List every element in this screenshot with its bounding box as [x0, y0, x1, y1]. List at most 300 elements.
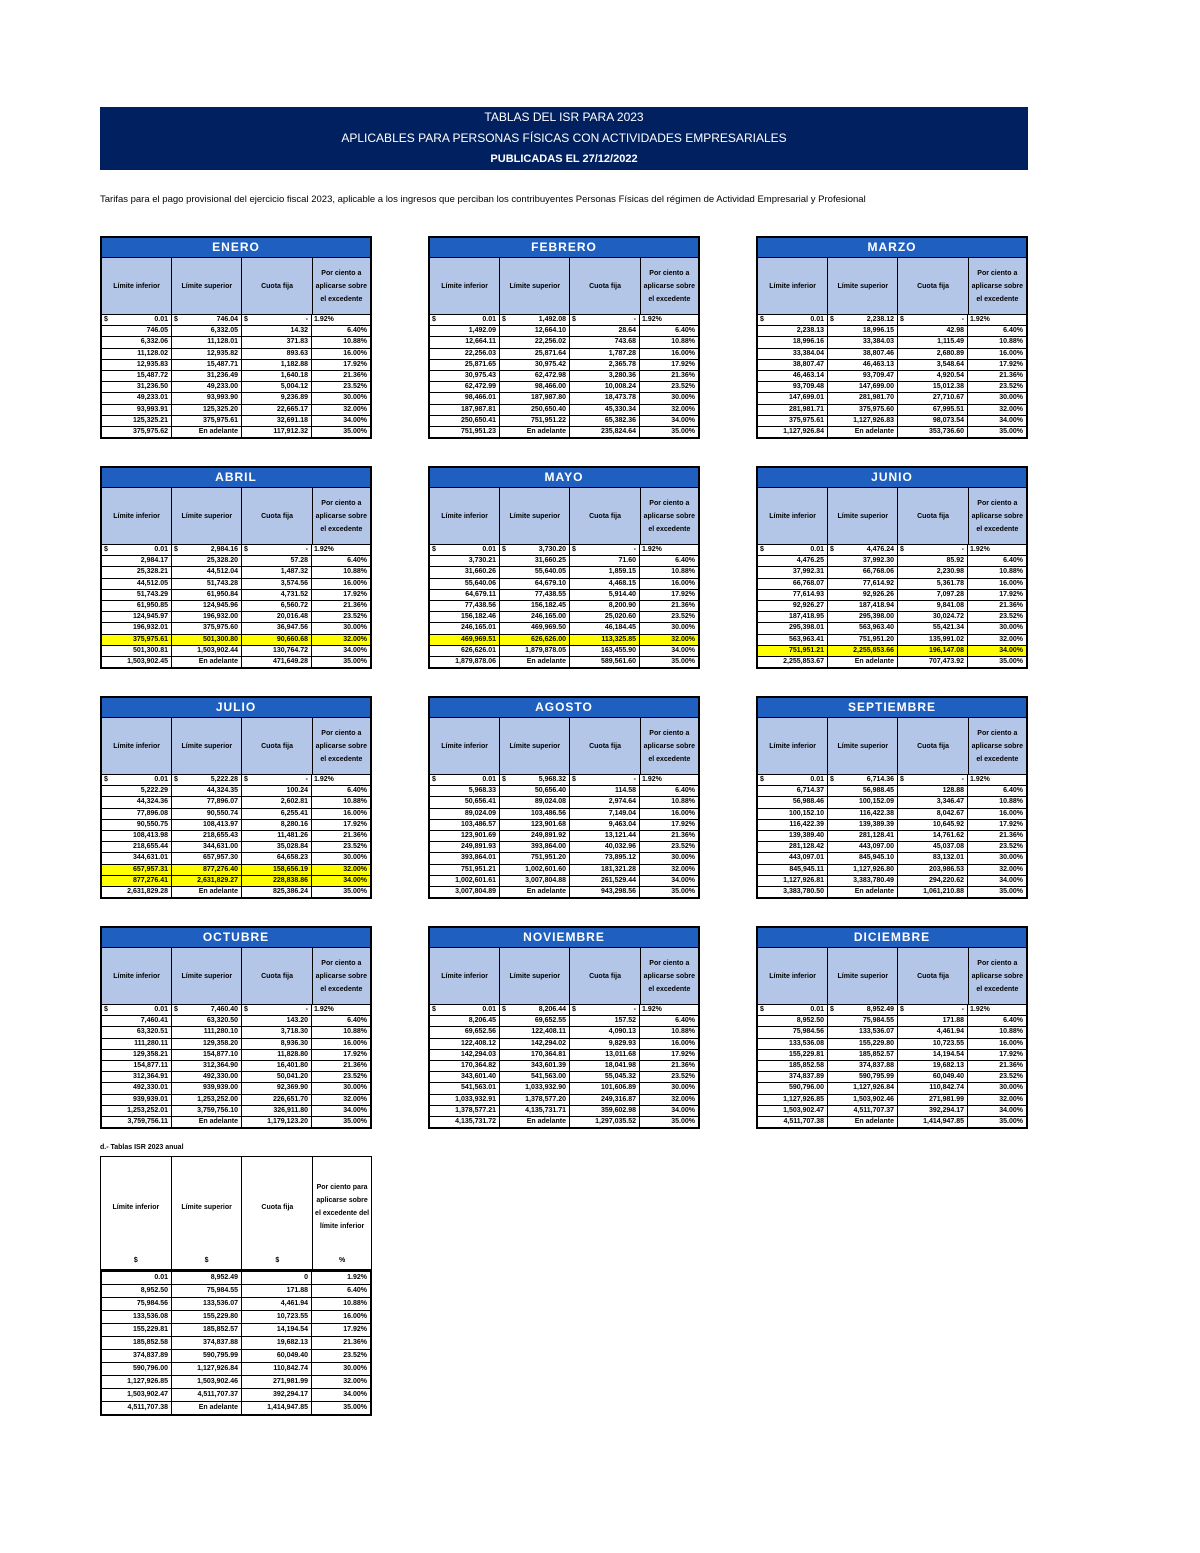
- table-cell: 46,463.14: [758, 371, 828, 381]
- table-cell: 155,229.81: [758, 1050, 828, 1060]
- table-cell: [430, 315, 500, 325]
- table-row: [758, 337, 1026, 348]
- table-cell: 203,986.53: [898, 865, 968, 875]
- table-cell: 32.00%: [671, 635, 695, 643]
- cell-value: 0.01: [482, 546, 496, 553]
- table-cell: [242, 775, 312, 785]
- table-cell: 2,230.98: [898, 567, 968, 577]
- column-header: Límite superior: [500, 718, 570, 774]
- table-cell: 2,255,853.67: [758, 657, 828, 667]
- table-cell: [898, 545, 968, 555]
- table-cell: 626,626.00: [500, 635, 570, 645]
- table-cell: 1,414,947.85: [898, 1117, 968, 1127]
- table-cell: [758, 545, 828, 555]
- table-cell: 16.00%: [999, 349, 1023, 357]
- cell-value: -: [961, 546, 964, 553]
- table-cell: 261,529.44: [570, 876, 640, 886]
- table-cell: 45,037.08: [898, 842, 968, 852]
- table-cell: 21.36%: [671, 601, 695, 609]
- table-row: [758, 349, 1026, 360]
- table-cell: 19,682.13: [242, 1337, 312, 1349]
- table-cell: 344,631.00: [172, 842, 242, 852]
- table-cell: 35.00%: [999, 887, 1023, 895]
- table-cell: 16.00%: [671, 349, 695, 357]
- table-cell: 32.00%: [671, 405, 695, 413]
- table-cell: 30.00%: [671, 394, 695, 402]
- table-cell: 1,378,577.20: [500, 1095, 570, 1105]
- table-cell: 61,950.84: [172, 590, 242, 600]
- cell-value: -: [961, 1006, 964, 1013]
- table-row: [430, 635, 698, 646]
- table-cell: 3,730.21: [430, 556, 500, 566]
- table-cell: 6.40%: [347, 1287, 367, 1294]
- table-cell: 343,601.39: [500, 1061, 570, 1071]
- table-row: [758, 820, 1026, 831]
- table-cell: 38,807.46: [828, 349, 898, 359]
- table-cell: 17.92%: [999, 360, 1023, 368]
- table-cell: 30.00%: [671, 624, 695, 632]
- table-cell: 751,951.23: [430, 427, 500, 437]
- table-cell: 1,127,926.84: [828, 1083, 898, 1093]
- table-cell: 6,332.06: [102, 337, 172, 347]
- table-cell: 21.36%: [343, 1061, 367, 1069]
- table-cell: 23.52%: [671, 1073, 695, 1081]
- table-row: [102, 635, 370, 646]
- table-cell: 17.92%: [343, 590, 367, 598]
- table-cell: 22,256.03: [430, 349, 500, 359]
- column-header: Cuota fija: [242, 948, 312, 1004]
- table-row: [758, 393, 1026, 404]
- currency-sign: $: [432, 546, 436, 553]
- table-row: [430, 820, 698, 831]
- table-cell: 139,389.39: [828, 820, 898, 830]
- table-cell: 1,127,926.85: [758, 1095, 828, 1105]
- cell-value: 0.01: [810, 316, 824, 323]
- table-cell: 271,981.99: [242, 1376, 312, 1388]
- table-header: [758, 948, 1026, 1005]
- table-cell: 32.00%: [999, 1095, 1023, 1103]
- table-cell: 30.00%: [343, 854, 367, 862]
- column-header: Cuota fija: [898, 718, 968, 774]
- cell-value: -: [633, 776, 636, 783]
- table-row: [102, 853, 370, 864]
- table-cell: 100,152.09: [828, 797, 898, 807]
- month-name: SEPTIEMBRE: [758, 698, 1026, 718]
- table-row: [430, 1039, 698, 1050]
- table-cell: 33,384.03: [828, 337, 898, 347]
- table-cell: 23.52%: [343, 383, 367, 391]
- month-name: NOVIEMBRE: [430, 928, 698, 948]
- table-cell: 21.36%: [343, 1339, 367, 1346]
- month-table-abril: [100, 466, 372, 669]
- currency-sign: $: [900, 1006, 904, 1013]
- cell-value: 4,476.24: [866, 546, 894, 553]
- table-cell: 187,418.95: [758, 612, 828, 622]
- table-cell: 66,768.07: [758, 579, 828, 589]
- table-cell: 845,945.11: [758, 865, 828, 875]
- table-cell: 893.63: [242, 349, 312, 359]
- table-cell: 10.88%: [671, 568, 695, 576]
- table-cell: 9,841.08: [898, 601, 968, 611]
- table-row: [102, 1106, 370, 1117]
- table-cell: 6.40%: [675, 1017, 695, 1025]
- table-cell: 90,550.74: [172, 809, 242, 819]
- table-cell: 61,950.85: [102, 601, 172, 611]
- table-row: [102, 556, 370, 567]
- month-table-julio: [100, 696, 372, 899]
- table-cell: 295,398.01: [758, 623, 828, 633]
- table-cell: 57.28: [242, 556, 312, 566]
- table-cell: 4,461.94: [242, 1298, 312, 1310]
- table-cell: 23.52%: [343, 1073, 367, 1081]
- table-cell: 1,127,926.85: [102, 1376, 172, 1388]
- table-cell: 154,877.10: [172, 1050, 242, 1060]
- table-cell: 30,975.43: [430, 371, 500, 381]
- table-row: [758, 657, 1026, 667]
- column-header: Límite inferior: [430, 258, 500, 314]
- currency-sign: $: [174, 316, 178, 323]
- cell-value: 6,714.36: [866, 776, 894, 783]
- currency-sign: $: [432, 1006, 436, 1013]
- table-header: [758, 258, 1026, 315]
- table-cell: 281,128.41: [828, 831, 898, 841]
- table-cell: 6.40%: [1003, 327, 1023, 335]
- table-row: [102, 887, 370, 897]
- table-row: [430, 416, 698, 427]
- table-row: [758, 326, 1026, 337]
- table-cell: [570, 1005, 640, 1015]
- table-row: [102, 820, 370, 831]
- table-cell: 877,276.41: [102, 876, 172, 886]
- table-cell: 10,723.55: [242, 1311, 312, 1323]
- table-cell: 374,837.88: [172, 1337, 242, 1349]
- column-header: Límite superior: [828, 258, 898, 314]
- table-cell: 1,503,902.44: [172, 646, 242, 656]
- currency-sign: $: [830, 316, 834, 323]
- column-header: Límite inferior: [102, 258, 172, 314]
- table-row: [430, 590, 698, 601]
- table-cell: 943,298.56: [570, 887, 640, 897]
- table-cell: 657,957.31: [102, 865, 172, 875]
- table-cell: 17.92%: [343, 1326, 367, 1333]
- table-cell: 35.00%: [343, 657, 367, 665]
- table-row: [102, 646, 370, 657]
- table-cell: 3,383,780.50: [758, 887, 828, 897]
- table-cell: 492,330.01: [102, 1083, 172, 1093]
- table-cell: 9,236.89: [242, 393, 312, 403]
- table-cell: 21.36%: [999, 371, 1023, 379]
- table-cell: [430, 1005, 500, 1015]
- table-row: [102, 416, 370, 427]
- table-cell: 4,135,731.72: [430, 1117, 500, 1127]
- table-cell: 14,761.62: [898, 831, 968, 841]
- table-cell: 37,992.30: [828, 556, 898, 566]
- table-cell: 1,002,601.60: [500, 865, 570, 875]
- table-cell: En adelante: [172, 1402, 242, 1414]
- table-cell: 30.00%: [343, 624, 367, 632]
- table-cell: 1.92%: [314, 776, 334, 783]
- table-cell: 246,165.01: [430, 623, 500, 633]
- table-cell: [172, 545, 242, 555]
- table-cell: 139,389.40: [758, 831, 828, 841]
- table-cell: 353,736.60: [898, 427, 968, 437]
- table-cell: 34.00%: [343, 876, 367, 884]
- table-cell: 35.00%: [671, 657, 695, 665]
- table-cell: 4,920.54: [898, 371, 968, 381]
- table-cell: 751,951.22: [500, 416, 570, 426]
- table-cell: 187,987.81: [430, 405, 500, 415]
- column-header: Cuota fija: [898, 948, 968, 1004]
- table-cell: 38,807.47: [758, 360, 828, 370]
- table-cell: 20,016.48: [242, 612, 312, 622]
- table-cell: [430, 775, 500, 785]
- table-row: [430, 1083, 698, 1094]
- table-row: [758, 797, 1026, 808]
- table-cell: 30.00%: [343, 1365, 367, 1372]
- table-row: [758, 360, 1026, 371]
- table-cell: 3,280.36: [570, 371, 640, 381]
- column-header: Por ciento a aplicarse sobre el excedente: [971, 959, 1024, 993]
- table-row: [758, 809, 1026, 820]
- table-header: [102, 948, 370, 1005]
- currency-sign: $: [760, 1006, 764, 1013]
- table-cell: 825,386.24: [242, 887, 312, 897]
- month-name: MARZO: [758, 238, 1026, 258]
- table-cell: 90,660.68: [242, 635, 312, 645]
- table-cell: [570, 315, 640, 325]
- table-cell: 50,656.41: [430, 797, 500, 807]
- currency-sign: $: [572, 1006, 576, 1013]
- table-cell: [898, 315, 968, 325]
- table-cell: [828, 315, 898, 325]
- month-table-octubre: [100, 926, 372, 1129]
- table-cell: 30.00%: [671, 1084, 695, 1092]
- currency-sign: $: [572, 776, 576, 783]
- month-table-diciembre: [756, 926, 1028, 1129]
- currency-sign: $: [244, 1006, 248, 1013]
- table-cell: 44,324.36: [102, 797, 172, 807]
- table-cell: 1,378,577.21: [430, 1106, 500, 1116]
- table-cell: 22,665.17: [242, 405, 312, 415]
- annual-row: [102, 1402, 370, 1414]
- table-cell: 2,255,853.66: [828, 646, 898, 656]
- table-cell: 6.40%: [675, 557, 695, 565]
- table-cell: 0: [242, 1272, 312, 1284]
- table-cell: 171.88: [242, 1285, 312, 1297]
- table-header: [430, 488, 698, 545]
- cell-value: 0.01: [154, 546, 168, 553]
- table-cell: En adelante: [828, 1117, 898, 1127]
- table-cell: 17.92%: [671, 590, 695, 598]
- table-header: [758, 488, 1026, 545]
- table-row: [430, 786, 698, 797]
- table-cell: 9,463.04: [570, 820, 640, 830]
- table-cell: 111,280.10: [172, 1027, 242, 1037]
- table-cell: 77,896.07: [172, 797, 242, 807]
- table-cell: 10.88%: [671, 338, 695, 346]
- table-cell: 589,561.60: [570, 657, 640, 667]
- table-cell: 492,330.00: [172, 1072, 242, 1082]
- table-cell: 1,061,210.88: [898, 887, 968, 897]
- table-cell: 8,280.16: [242, 820, 312, 830]
- table-cell: 16.00%: [999, 579, 1023, 587]
- table-cell: 66,768.06: [828, 567, 898, 577]
- title-line-2: APLICABLES PARA PERSONAS FÍSICAS CON ACTIVIDADES EMPRESARIALES: [341, 131, 787, 145]
- table-cell: 21.36%: [999, 601, 1023, 609]
- table-cell: En adelante: [172, 427, 242, 437]
- currency-sign: $: [900, 316, 904, 323]
- table-row: [102, 427, 370, 437]
- table-cell: 75,984.56: [102, 1298, 172, 1310]
- table-cell: 75,984.55: [828, 1016, 898, 1026]
- table-cell: 6.40%: [347, 327, 367, 335]
- table-cell: 21.36%: [343, 831, 367, 839]
- table-cell: 64,679.11: [430, 590, 500, 600]
- table-cell: 77,438.55: [500, 590, 570, 600]
- table-cell: 11,481.26: [242, 831, 312, 841]
- table-cell: 93,993.90: [172, 393, 242, 403]
- table-row: [102, 865, 370, 876]
- table-cell: 32.00%: [999, 635, 1023, 643]
- table-cell: 469,969.50: [500, 623, 570, 633]
- table-cell: 35.00%: [999, 427, 1023, 435]
- annual-col-lower: Límite inferior: [101, 1157, 172, 1257]
- table-cell: 32,691.18: [242, 416, 312, 426]
- column-header: Por ciento a aplicarse sobre el excedente: [315, 269, 368, 303]
- table-row: [430, 775, 698, 786]
- table-cell: 4,511,707.37: [828, 1106, 898, 1116]
- column-header: Por ciento a aplicarse sobre el excedente: [315, 729, 368, 763]
- table-cell: 1,127,926.84: [172, 1363, 242, 1375]
- column-header: Cuota fija: [898, 258, 968, 314]
- annual-unit: $: [242, 1257, 313, 1269]
- table-row: [102, 360, 370, 371]
- table-cell: 443,097.00: [828, 842, 898, 852]
- annual-unit: $: [101, 1257, 172, 1269]
- table-cell: 30.00%: [999, 394, 1023, 402]
- table-cell: 21.36%: [671, 371, 695, 379]
- table-cell: 55,640.06: [430, 579, 500, 589]
- table-cell: 129,358.21: [102, 1050, 172, 1060]
- cell-value: 0.01: [482, 1006, 496, 1013]
- title-banner: [100, 107, 1028, 170]
- intro-text: Tarifas para el pago provisional del ejercicio fiscal 2023, aplicable a los ingresos que perciban los contribuyentes Personas Físicas del régimen de Actividad Empresarial y Profesional: [100, 194, 866, 205]
- column-header: Por ciento a aplicarse sobre el excedente: [643, 269, 696, 303]
- table-header: [102, 488, 370, 545]
- table-cell: 312,364.90: [172, 1061, 242, 1071]
- column-header: Límite superior: [828, 718, 898, 774]
- table-cell: 64,679.10: [500, 579, 570, 589]
- table-cell: 181,321.28: [570, 865, 640, 875]
- table-row: [758, 1061, 1026, 1072]
- table-cell: 375,975.61: [102, 635, 172, 645]
- table-row: [102, 405, 370, 416]
- table-row: [758, 1039, 1026, 1050]
- cell-value: 0.01: [810, 546, 824, 553]
- table-cell: 108,413.98: [102, 831, 172, 841]
- table-cell: 471,649.28: [242, 657, 312, 667]
- table-row: [430, 349, 698, 360]
- currency-sign: $: [502, 1006, 506, 1013]
- table-cell: 1,503,902.46: [172, 1376, 242, 1388]
- table-cell: 6.40%: [347, 787, 367, 795]
- table-cell: 33,384.04: [758, 349, 828, 359]
- table-cell: 501,300.81: [102, 646, 172, 656]
- table-cell: 113,325.85: [570, 635, 640, 645]
- table-cell: 21.36%: [671, 1061, 695, 1069]
- cell-value: 0.01: [154, 1006, 168, 1013]
- table-row: [430, 601, 698, 612]
- table-row: [758, 1072, 1026, 1083]
- table-cell: 30.00%: [999, 1084, 1023, 1092]
- table-cell: 56,988.46: [758, 797, 828, 807]
- table-cell: 35.00%: [343, 887, 367, 895]
- table-cell: 3,007,804.89: [430, 887, 500, 897]
- table-cell: 170,364.81: [500, 1050, 570, 1060]
- cell-value: 0.01: [810, 776, 824, 783]
- currency-sign: $: [432, 316, 436, 323]
- table-cell: 64,658.23: [242, 853, 312, 863]
- table-cell: 10.88%: [999, 1028, 1023, 1036]
- table-cell: 187,987.80: [500, 393, 570, 403]
- table-cell: 143.20: [242, 1016, 312, 1026]
- table-row: [758, 427, 1026, 437]
- column-header: Por ciento a aplicarse sobre el excedente: [971, 269, 1024, 303]
- table-cell: 34.00%: [343, 1106, 367, 1114]
- table-cell: 751,951.20: [828, 635, 898, 645]
- table-row: [758, 371, 1026, 382]
- table-cell: 123,901.68: [500, 820, 570, 830]
- table-cell: 93,709.48: [758, 382, 828, 392]
- table-cell: 541,563.01: [430, 1083, 500, 1093]
- table-cell: 123,901.69: [430, 831, 500, 841]
- table-cell: 17.92%: [343, 360, 367, 368]
- table-row: [102, 775, 370, 786]
- table-cell: 1,787.28: [570, 349, 640, 359]
- table-cell: 8,200.90: [570, 601, 640, 611]
- table-cell: 8,952.50: [758, 1016, 828, 1026]
- table-cell: 30.00%: [343, 394, 367, 402]
- table-cell: 75,984.55: [172, 1285, 242, 1297]
- table-cell: 62,472.99: [430, 382, 500, 392]
- table-row: [430, 876, 698, 887]
- currency-sign: $: [244, 316, 248, 323]
- table-cell: 590,796.00: [758, 1083, 828, 1093]
- table-cell: 1,182.88: [242, 360, 312, 370]
- table-row: [102, 590, 370, 601]
- currency-sign: $: [174, 1006, 178, 1013]
- table-cell: 6.40%: [1003, 1017, 1023, 1025]
- table-cell: 14,194.54: [898, 1050, 968, 1060]
- table-cell: 10,008.24: [570, 382, 640, 392]
- table-row: [758, 382, 1026, 393]
- table-cell: 111,280.11: [102, 1039, 172, 1049]
- table-cell: 133,536.08: [758, 1039, 828, 1049]
- table-cell: 37,992.31: [758, 567, 828, 577]
- table-row: [430, 427, 698, 437]
- cell-value: -: [305, 776, 308, 783]
- table-row: [758, 1027, 1026, 1038]
- column-header: Límite superior: [172, 488, 242, 544]
- table-cell: 12,935.83: [102, 360, 172, 370]
- table-cell: 2,631,829.28: [102, 887, 172, 897]
- table-cell: 100.24: [242, 786, 312, 796]
- table-cell: 133,536.07: [828, 1027, 898, 1037]
- table-cell: 185,852.58: [102, 1337, 172, 1349]
- table-cell: [102, 545, 172, 555]
- table-cell: 1,179,123.20: [242, 1117, 312, 1127]
- annual-row: [102, 1376, 370, 1389]
